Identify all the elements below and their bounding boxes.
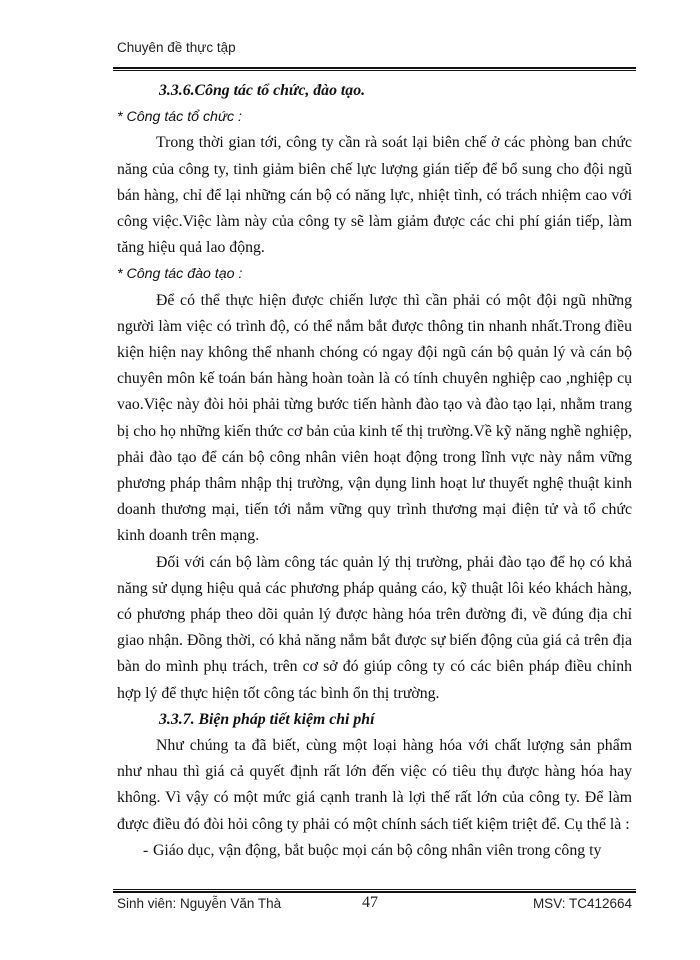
section-heading-3-3-6: 3.3.6.Công tác tổ chức, đào tạo.	[159, 82, 366, 99]
subheading-dao-tao: * Công tác đào tạo :	[117, 266, 243, 283]
header-title: Chuyên đề thực tập	[117, 40, 236, 55]
footer-rule-thin	[113, 889, 636, 890]
footer-rule-thick	[113, 891, 636, 893]
paragraph-to-chuc: Trong thời gian tới, công ty cần rà soát lại biên chế ở các phòng ban chức năng của công ty, tinh giảm biên chế lực lượng gián tiếp để bổ sung cho đội ngũ bán hàng, chỉ để lại những cán bộ có năng lực, nhiệt tình, có trách nhiệm cao với công việc.Việc làm này của công ty sẽ làm giảm được các chi phí gián tiếp, làm tăng hiệu quả lao động.	[117, 134, 632, 257]
document-body	[117, 78, 632, 864]
bullet-text: Giáo dục, vận động, bắt buộc mọi cán bộ công nhân viên trong công ty	[153, 841, 602, 859]
paragraph-dao-tao-1: Để có thể thực hiện được chiến lược thì cần phải có một đội ngũ những người làm việc có trình độ, có thể nắm bắt được thông tin nhanh nhất.Trong điều kiện hiện nay không thể nhanh chóng có ngay đội ngũ cán bộ quản lý và cán bộ chuyên môn kế toán bán hàng hoàn toàn là có tính chuyên nghiệp cao ,nghiệp cụ vao.Việc này đòi hỏi phải từng bước tiến hành đào tạo và đào tạo lại, nhằm trang bị cho họ những kiến thức cơ bản của kinh tế thị trường.Về kỹ năng nghề nghiệp, phải đào tạo để cán bộ công nhân viên hoạt động trong lĩnh vực này nắm vững phương pháp thâm nhập thị trường, vận dụng linh hoạt lư thuyết nghệ thuật kinh doanh thương mại, tiến tới nắm vững quy trình thương mại điện tử và tổ chức kinh doanh trên mạng.	[117, 291, 632, 545]
section-heading-3-3-7: 3.3.7. Biện pháp tiết kiệm chi phí	[159, 710, 375, 728]
page-number: 47	[362, 894, 378, 911]
footer-student: Sinh viên: Nguyễn Văn Thà	[117, 896, 282, 911]
paragraph-tiet-kiem: Như chúng ta đã biết, cùng một loại hàng hóa với chất lượng sản phẩm như nhau thì giá cả quyết định rất lớn đến việc có tiêu thụ được hàng hóa hay không. Vì vậy có một mức giá cạnh tranh là lợi thế rất lớn của công ty. Để làm được điều đó đòi hỏi công ty phải có một chính sách tiết kiệm triệt để. Cụ thể là :	[117, 737, 632, 833]
subheading-to-chuc: * Công tác tổ chức :	[117, 109, 242, 126]
footer-msv: MSV: TC412664	[532, 896, 632, 911]
paragraph-dao-tao-2: Đối với cán bộ làm công tác quản lý thị trường, phải đào tạo để họ có khả năng sử dụng hiệu quả các phương pháp quảng cáo, kỹ thuật lôi kéo khách hàng, có phương pháp theo dõi quản lý được hàng hóa trên đường đi, về đúng địa chỉ giao nhận. Đồng thời, có khả năng nắm bắt được sự biến động của giá cả trên địa bàn do mình phụ trách, trên cơ sở đó giúp công ty có các biên pháp điều chỉnh hợp lý để thực hiện tốt công tác bình ổn thị trường.	[117, 553, 632, 702]
bullet-dash: -	[143, 841, 149, 859]
header-rule-thin	[113, 70, 636, 71]
list-item	[117, 838, 632, 864]
header-rule-thick	[113, 67, 636, 69]
